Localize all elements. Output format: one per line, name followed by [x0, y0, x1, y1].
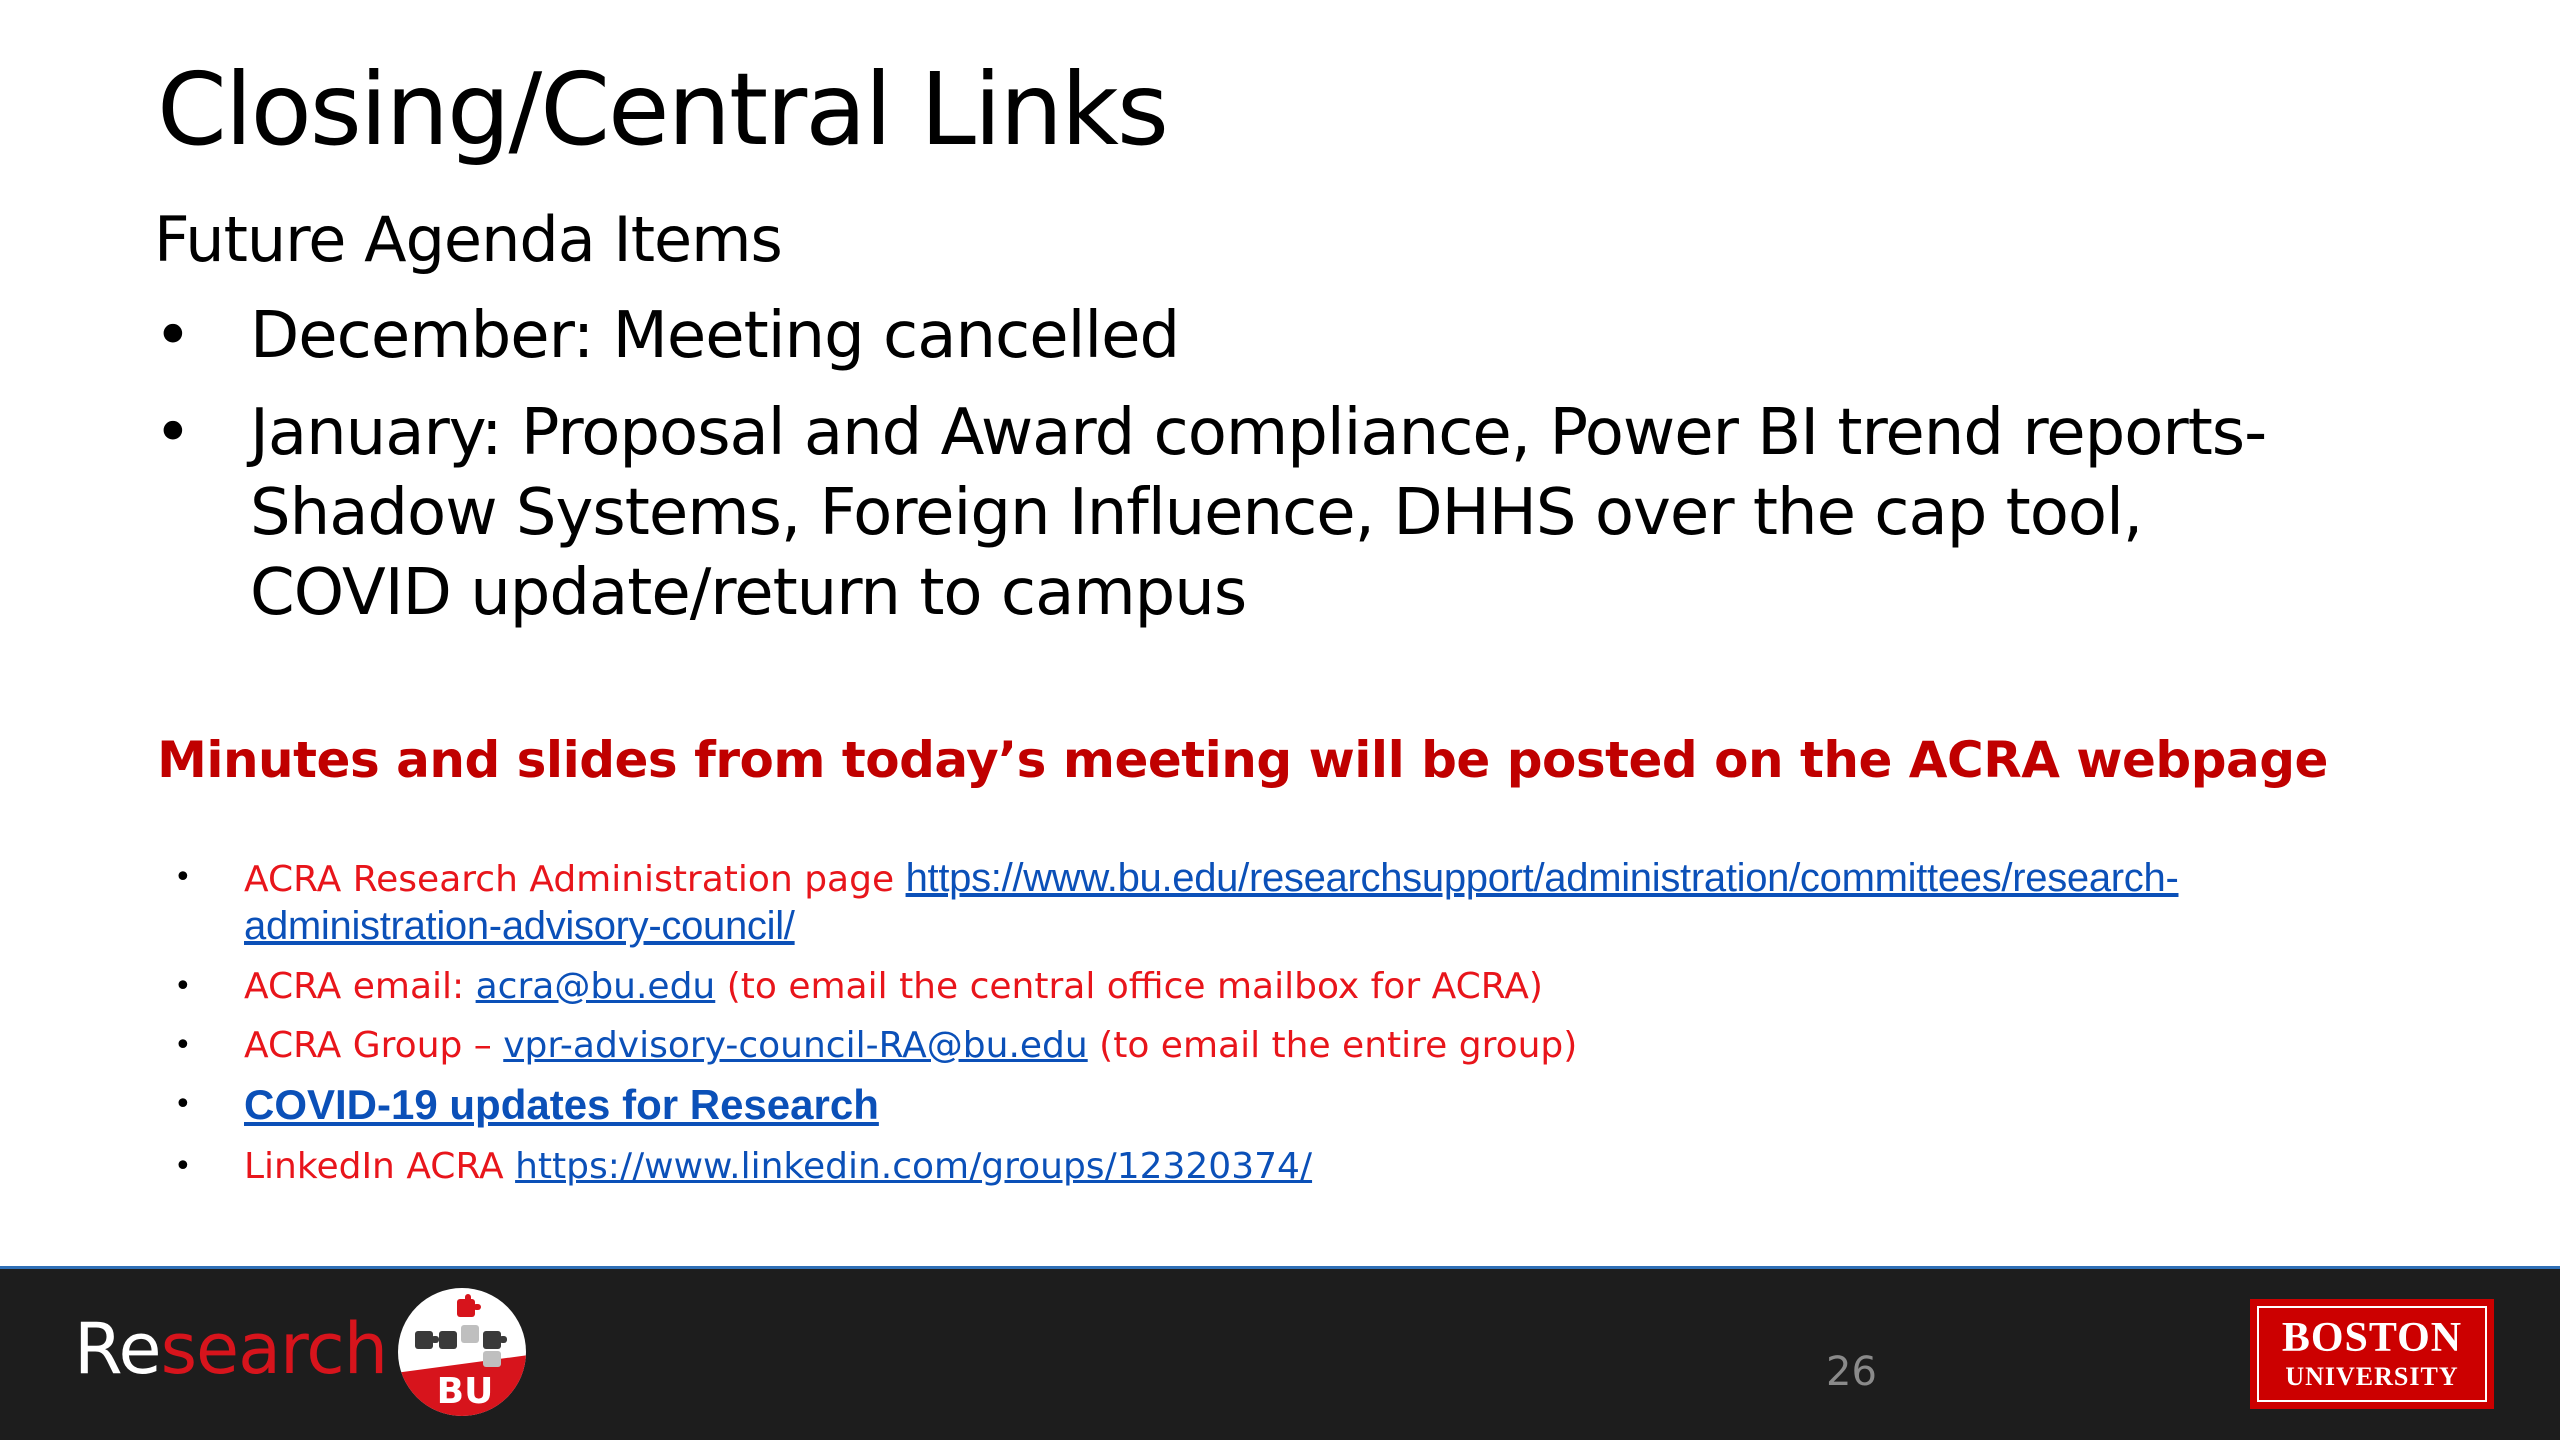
covid-updates-link[interactable]: COVID-19 updates for Research	[244, 1081, 879, 1128]
bullet-icon: •	[174, 1028, 192, 1063]
link-item-linkedin	[174, 1144, 2354, 1190]
link-item-email	[174, 964, 2354, 1010]
agenda-item-text: December: Meeting cancelled	[250, 299, 1180, 373]
bu-puzzle-badge-icon	[395, 1285, 529, 1419]
link-item-covid	[174, 1082, 2354, 1131]
links-list	[174, 855, 2354, 1203]
bu-logo-frame	[2257, 1306, 2487, 1402]
linkedin-label: LinkedIn ACRA	[244, 1146, 516, 1187]
minutes-notice: Minutes and slides from today’s meeting will be posted on the ACRA webpage	[157, 731, 2328, 789]
bu-logo-line2: UNIVERSITY	[2285, 1362, 2459, 1391]
research-logo	[74, 1307, 387, 1391]
linkedin-link[interactable]: https://www.linkedin.com/groups/12320374/	[515, 1146, 1313, 1187]
link-item-research-admin	[174, 855, 2354, 951]
slide-subtitle: Future Agenda Items	[154, 203, 782, 276]
research-admin-label: ACRA Research Administration page	[244, 859, 906, 900]
bullet-icon: •	[174, 969, 192, 1004]
bullet-icon: •	[154, 299, 191, 373]
group-label: ACRA Group –	[244, 1025, 504, 1066]
page-number: 26	[1826, 1349, 1877, 1395]
email-note: (to email the central office mailbox for ACRA)	[715, 966, 1543, 1007]
bullet-icon: •	[174, 1087, 192, 1122]
agenda-item	[154, 393, 2344, 633]
slide-footer	[0, 1266, 2560, 1440]
bu-logo-line1: BOSTON	[2281, 1315, 2463, 1361]
group-email-link[interactable]: vpr-advisory-council-RA@bu.edu	[503, 1025, 1088, 1066]
email-label: ACRA email:	[244, 966, 476, 1007]
group-note: (to email the entire group)	[1087, 1025, 1578, 1066]
link-item-group	[174, 1023, 2354, 1069]
agenda-item	[154, 296, 2344, 376]
bullet-icon: •	[154, 396, 191, 470]
badge-text: BU	[436, 1371, 494, 1412]
research-logo-re: Re	[74, 1308, 161, 1390]
agenda-list	[154, 296, 2344, 650]
boston-university-logo	[2250, 1299, 2494, 1409]
bullet-icon: •	[174, 860, 192, 895]
slide-title: Closing/Central Links	[157, 51, 1168, 168]
agenda-item-text: January: Proposal and Award compliance, Power BI trend reports- Shadow Systems, Foreign Influence, DHHS over the cap tool, COVID update/return to campus	[250, 396, 2267, 630]
email-link[interactable]: acra@bu.edu	[475, 966, 716, 1007]
bullet-icon: •	[174, 1149, 192, 1184]
research-admin-link[interactable]: https://www.bu.edu/researchsupport/administration/committees/research-administration-advisory-council/	[244, 856, 2179, 948]
research-logo-search: search	[160, 1308, 388, 1390]
